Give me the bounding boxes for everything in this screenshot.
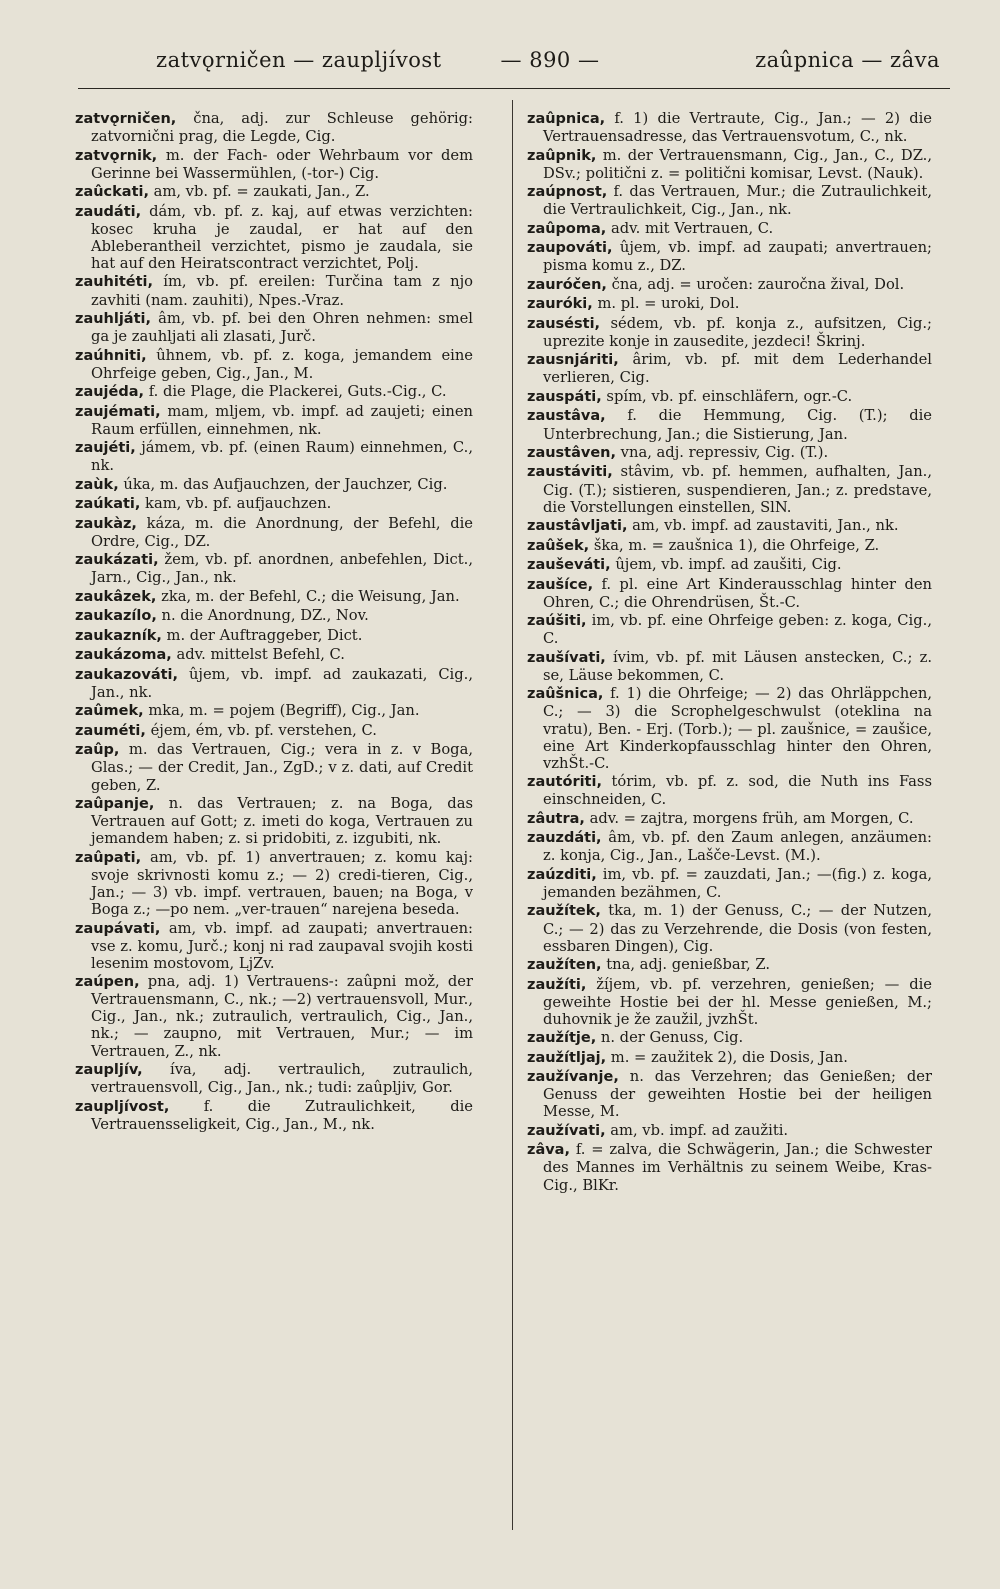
- entry-definition: spím, vb. pf. einschläfern, ogr.-C.: [601, 387, 853, 405]
- entry-definition: m. = zaužitek 2), die Dosis, Jan.: [606, 1048, 848, 1066]
- dictionary-entry: [75, 347, 473, 382]
- dictionary-entry: [527, 649, 932, 684]
- entry-definition: f. pl. eine Art Kinderausschlag hinter den Ohren, C.; die Ohrendrüsen, Št.-C.: [543, 575, 932, 611]
- dictionary-entry: [527, 388, 932, 406]
- entry-headword: zatvǫrničen,: [75, 111, 177, 127]
- page-number: — 890 —: [500, 48, 600, 72]
- dictionary-entry: [527, 1049, 932, 1067]
- entry-headword: zaužíten,: [527, 957, 602, 974]
- dictionary-entry: [527, 773, 932, 808]
- entry-definition: n. das Verzehren; das Genießen; der Genuss der geweihten Hostie bei der heiligen Messe, M.: [543, 1068, 932, 1121]
- entry-definition: am, vb. pf. = zaukati, Jan., Z.: [148, 183, 370, 201]
- entry-headword: zaúzditi,: [527, 866, 597, 883]
- entry-headword: zatvǫrnik,: [75, 147, 158, 164]
- dictionary-entry: [527, 537, 932, 555]
- entry-headword: zaustâva,: [527, 408, 606, 425]
- entry-headword: zaustáviti,: [527, 464, 613, 481]
- entry-headword: zaûšek,: [527, 537, 590, 554]
- dictionary-entry: [75, 795, 473, 847]
- entry-headword: zaùk,: [75, 476, 119, 493]
- entry-definition: dám, vb. pf. z. kaj, auf etwas verzichten: kosec kruha je zaudal, er hat auf den Ableberantheil verzichtet, pismo je zaudala, sie hat auf den Heiratscontract verzichtet, Polj.: [91, 202, 473, 272]
- entry-headword: zaužívanje,: [527, 1069, 619, 1086]
- dictionary-entry: [527, 556, 932, 574]
- entry-definition: am, vb. impf. ad zaupati; anvertrauen: vse z. komu, Jurč.; konj ni rad zaupaval svojih kosti lesenim mostovom, LjZv.: [91, 919, 473, 972]
- entry-headword: zautóriti,: [527, 774, 602, 791]
- right-column: [527, 110, 932, 1550]
- dictionary-entry: [527, 239, 932, 274]
- entry-definition: f. die Plage, die Plackerei, Guts.-Cig., C.: [144, 383, 447, 401]
- entry-definition: vna, adj. repressiv, Cig. (T.).: [616, 443, 829, 461]
- entry-definition: n. die Anordnung, DZ., Nov.: [156, 607, 369, 625]
- dictionary-entry: [527, 1068, 932, 1120]
- dictionary-entry: [75, 495, 473, 513]
- entry-definition: m. der Auftraggeber, Dict.: [161, 626, 363, 644]
- entry-definition: adv. mit Vertrauen, C.: [606, 219, 774, 237]
- dictionary-entry: [527, 685, 932, 771]
- entry-definition: éjem, ém, vb. pf. verstehen, C.: [145, 721, 377, 739]
- entry-definition: úka, m. das Aufjauchzen, der Jauchzer, Cig.: [118, 475, 448, 493]
- entry-headword: zaúhniti,: [75, 347, 147, 364]
- entry-headword: zauhljáti,: [75, 310, 152, 327]
- entry-definition: âm, vb. pf. bei den Ohren nehmen: smel ga je zauhljati ali zlasati, Jurč.: [91, 309, 473, 346]
- header-left-guide-words: zatvǫrničen — zaupljívost: [156, 48, 442, 72]
- entry-definition: im, vb. pf. eine Ohrfeige geben: z. koga, Cig., C.: [543, 612, 932, 648]
- entry-headword: zausésti,: [527, 315, 601, 332]
- entry-definition: káza, m. die Anordnung, der Befehl, die Ordre, Cig., DZ.: [91, 514, 473, 550]
- entry-definition: ím, vb. pf. ereilen: Turčina tam z njo zavhiti (nam. zauhiti), Npes.-Vraz.: [91, 273, 473, 309]
- entry-headword: zaudáti,: [75, 203, 142, 220]
- dictionary-entry: [75, 973, 473, 1059]
- entry-definition: stâvim, vb. pf. hemmen, aufhalten, Jan., Cig. (T.); sistieren, suspendieren, Jan.; z. predstave, die Vorstellungen einstellen, SlN.: [543, 463, 932, 516]
- entry-headword: zaukazílo,: [75, 608, 157, 625]
- dictionary-entry: [527, 295, 932, 313]
- entry-headword: zaužíti,: [527, 976, 587, 993]
- dictionary-entry: [75, 403, 473, 438]
- entry-headword: zaujéda,: [75, 384, 145, 401]
- dictionary-entry: [527, 866, 932, 901]
- entry-headword: zaustâven,: [527, 444, 617, 461]
- dictionary-entry: [75, 920, 473, 972]
- entry-headword: zauróčen,: [527, 276, 607, 293]
- entry-definition: tórim, vb. pf. z. sod, die Nuth ins Fass einschneiden, C.: [543, 773, 932, 809]
- entry-definition: žíjem, vb. pf. verzehren, genießen; — die geweihte Hostie bei der hl. Messe genießen, M.; duhovnik je že zaužil, jvzhŠt.: [543, 975, 932, 1028]
- dictionary-entry: [527, 276, 932, 294]
- header-right-guide-words: zaûpnica — zâva: [755, 48, 940, 72]
- dictionary-entry: [75, 551, 473, 586]
- entry-headword: zaustâvljati,: [527, 518, 628, 535]
- entry-headword: zaûp,: [75, 742, 120, 759]
- entry-definition: íva, adj. vertraulich, zutraulich, vertrauensvoll, Cig., Jan., nk.; tudi: zaûpljiv, Gor.: [91, 1061, 473, 1097]
- dictionary-entry: [527, 463, 932, 515]
- entry-definition: f. 1) die Ohrfeige; — 2) das Ohrläppchen, C.; — 3) die Scrophelgeschwulst (oteklina na vratu), Ben. - Erj. (Torb.); — pl. zaušnice, = zaušice, eine Art Kinderkopfausschlag hinter den Ohren, vzhŠt.-C.: [543, 685, 932, 772]
- dictionary-entry: [75, 515, 473, 550]
- entry-definition: f. die Hemmung, Cig. (T.); die Unterbrechung, Jan.; die Sistierung, Jan.: [543, 407, 932, 443]
- entry-headword: zausnjáriti,: [527, 352, 619, 369]
- entry-definition: mam, mljem, vb. impf. ad zaujeti; einen Raum erfüllen, einnehmen, nk.: [91, 402, 473, 438]
- entry-headword: zaukazováti,: [75, 666, 179, 683]
- entry-headword: zauspáti,: [527, 388, 602, 405]
- dictionary-entry: [527, 1029, 932, 1047]
- entry-definition: jámem, vb. pf. (einen Raum) einnehmen, C., nk.: [91, 439, 473, 475]
- entry-definition: am, vb. pf. 1) anvertrauen; z. komu kaj: svoje skrivnosti komu z.; — 2) credi-tieren, Cig., Jan.; — 3) vb. impf. vertrauen, bauen; na Boga, v Boga z.; —po nem. „ver-trauen“ narejena beseda.: [91, 848, 473, 919]
- column-divider: [512, 100, 513, 1530]
- entry-headword: zaujémati,: [75, 403, 161, 420]
- entry-headword: zaúšiti,: [527, 613, 587, 630]
- dictionary-entry: [75, 741, 473, 793]
- dictionary-entry: [527, 612, 932, 647]
- entry-definition: m. der Vertrauensmann, Cig., Jan., C., DZ., DSv.; politični z. = politični komisar, Levst. (Nauk).: [543, 146, 932, 182]
- dictionary-entry: [527, 902, 932, 954]
- dictionary-entry: [75, 849, 473, 918]
- entry-definition: ška, m. = zaušnica 1), die Ohrfeige, Z.: [589, 536, 880, 554]
- entry-definition: f. = zalva, die Schwägerin, Jan.; die Schwester des Mannes im Verhältnis zu seinem Weibe, Kras-Cig., BlKr.: [543, 1141, 932, 1194]
- dictionary-entry: [527, 976, 932, 1028]
- entry-headword: zaûckati,: [75, 184, 149, 201]
- entry-headword: zaûpnik,: [527, 147, 597, 164]
- dictionary-entry: [75, 476, 473, 494]
- entry-definition: žem, vb. pf. anordnen, anbefehlen, Dict., Jarn., Cig., Jan., nk.: [91, 551, 473, 587]
- dictionary-entry: [75, 110, 473, 145]
- entry-definition: m. der Fach- oder Wehrbaum vor dem Gerinne bei Wassermühlen, (-tor-) Cig.: [91, 146, 473, 182]
- entry-headword: zauméti,: [75, 722, 146, 739]
- dictionary-entry: [75, 273, 473, 308]
- entry-definition: adv. = zajtra, morgens früh, am Morgen, C.: [584, 809, 914, 827]
- entry-headword: zaûpanje,: [75, 796, 155, 813]
- dictionary-entry: [527, 829, 932, 864]
- entry-headword: zaukazník,: [75, 627, 162, 644]
- dictionary-entry: [75, 1098, 473, 1133]
- dictionary-entry: [75, 646, 473, 664]
- entry-definition: am, vb. impf. ad zaustaviti, Jan., nk.: [627, 517, 899, 535]
- entry-definition: mka, m. = pojem (Begriff), Cig., Jan.: [143, 702, 420, 720]
- entry-headword: zaûpoma,: [527, 220, 607, 237]
- entry-headword: zaukâzek,: [75, 588, 157, 605]
- dictionary-entry: [527, 956, 932, 974]
- entry-definition: n. der Genuss, Cig.: [596, 1029, 744, 1047]
- dictionary-entry: [75, 203, 473, 272]
- dictionary-entry: [527, 110, 932, 145]
- entry-headword: zaujéti,: [75, 440, 136, 457]
- dictionary-entry: [75, 310, 473, 345]
- entry-headword: zaukázati,: [75, 552, 159, 569]
- entry-definition: f. das Vertrauen, Mur.; die Zutraulichkeit, die Vertraulichkeit, Cig., Jan., nk.: [543, 183, 932, 219]
- dictionary-entry: [527, 183, 932, 218]
- entry-definition: ûjem, vb. impf. ad zaušiti, Cig.: [610, 556, 842, 574]
- dictionary-entry: [75, 607, 473, 625]
- dictionary-entry: [75, 383, 473, 401]
- entry-headword: zauhitéti,: [75, 274, 154, 291]
- dictionary-entry: [75, 439, 473, 474]
- entry-headword: zauróki,: [527, 296, 593, 313]
- dictionary-entry: [75, 702, 473, 720]
- dictionary-entry: [527, 810, 932, 828]
- entry-definition: pna, adj. 1) Vertrauens-: zaûpni mož, der Vertrauensmann, C., nk.; —2) vertrauensvoll, Mur., Cig., Jan., nk.; zutraulich, vertraulich, Cig., Jan., nk.; — zaupno, mit Vertrauen, Mur.; — im Vertrauen, Z., nk.: [91, 973, 473, 1060]
- entry-headword: zaúpen,: [75, 974, 140, 991]
- entry-definition: f. 1) die Vertraute, Cig., Jan.; — 2) die Vertrauensadresse, das Vertrauensvotum, C., nk.: [543, 110, 932, 146]
- entry-definition: ûjem, vb. impf. ad zaukazati, Cig., Jan., nk.: [91, 665, 473, 701]
- dictionary-entry: [527, 351, 932, 386]
- entry-definition: am, vb. impf. ad zaužiti.: [605, 1121, 789, 1139]
- entry-headword: zaužítljaj,: [527, 1049, 607, 1066]
- entry-definition: ûhnem, vb. pf. z. koga, jemandem eine Ohrfeige geben, Cig., Jan., M.: [91, 346, 473, 382]
- left-column: [75, 110, 473, 1550]
- entry-headword: zaušíce,: [527, 576, 594, 593]
- entry-headword: zaûmek,: [75, 703, 144, 720]
- entry-headword: zaúkati,: [75, 496, 141, 513]
- entry-headword: zaukàz,: [75, 515, 137, 532]
- entry-definition: im, vb. pf. = zauzdati, Jan.; —(fig.) z. koga, jemanden bezähmen, C.: [543, 865, 932, 901]
- dictionary-entry: [75, 722, 473, 740]
- entry-definition: tka, m. 1) der Genuss, C.; — der Nutzen, C.; — 2) das zu Verzehrende, die Dosis (von festen, essbaren Dingen), Cig.: [543, 902, 932, 955]
- entry-definition: f. die Zutraulichkeit, die Vertrauensseligkeit, Cig., Jan., M., nk.: [91, 1097, 473, 1133]
- dictionary-entry: [527, 315, 932, 350]
- entry-headword: zauzdáti,: [527, 830, 602, 847]
- dictionary-entry: [527, 147, 932, 182]
- entry-headword: zaušívati,: [527, 649, 606, 666]
- dictionary-entry: [75, 183, 473, 201]
- header-rule: [78, 88, 950, 89]
- dictionary-entry: [75, 588, 473, 606]
- dictionary-entry: [75, 147, 473, 182]
- entry-definition: sédem, vb. pf. konja z., aufsitzen, Cig.; uprezite konje in zausedite, jezdeci! Škrinj.: [543, 314, 932, 350]
- entry-definition: m. das Vertrauen, Cig.; vera in z. v Boga, Glas.; — der Credit, Jan., ZgD.; v z. dati, auf Credit geben, Z.: [91, 741, 473, 794]
- dictionary-entry: [527, 576, 932, 611]
- entry-definition: adv. mittelst Befehl, C.: [171, 646, 345, 664]
- entry-definition: čna, adj. zur Schleuse gehörig: zatvornični prag, die Legde, Cig.: [91, 110, 473, 146]
- entry-headword: zauševáti,: [527, 557, 611, 574]
- entry-headword: zaupávati,: [75, 920, 161, 937]
- entry-headword: zaupljívost,: [75, 1098, 170, 1115]
- dictionary-entry: [75, 666, 473, 701]
- entry-definition: zka, m. der Befehl, C.; die Weisung, Jan.: [156, 587, 460, 605]
- entry-headword: zaúpnost,: [527, 184, 608, 201]
- running-header: [78, 44, 940, 80]
- entry-definition: ûjem, vb. impf. ad zaupati; anvertrauen; pisma komu z., DZ.: [543, 239, 932, 275]
- dictionary-entry: [527, 517, 932, 535]
- dictionary-entry: [527, 1122, 932, 1140]
- dictionary-entry: [75, 627, 473, 645]
- entry-headword: zaûpati,: [75, 849, 142, 866]
- entry-definition: ârim, vb. pf. mit dem Lederhandel verlieren, Cig.: [543, 351, 932, 387]
- entry-definition: ívim, vb. pf. mit Läusen anstecken, C.; z. se, Läuse bekommen, C.: [543, 648, 932, 684]
- entry-headword: zaûšnica,: [527, 686, 604, 703]
- dictionary-entry: [75, 1061, 473, 1096]
- entry-headword: zaužítek,: [527, 903, 601, 920]
- dictionary-entry: [527, 220, 932, 238]
- dictionary-entry: [527, 1141, 932, 1193]
- entry-definition: âm, vb. pf. den Zaum anlegen, anzäumen: z. konja, Cig., Jan., Lašče-Levst. (M.).: [543, 829, 932, 865]
- entry-headword: zaûpnica,: [527, 111, 606, 127]
- entry-headword: zâva,: [527, 1142, 570, 1159]
- entry-definition: n. das Vertrauen; z. na Boga, das Vertrauen auf Gott; z. imeti do koga, Vertrauen zu jemandem haben; z. si pridobiti, z. izgubiti, nk.: [91, 795, 473, 848]
- entry-headword: zaupljív,: [75, 1062, 143, 1079]
- entry-headword: zaužívati,: [527, 1122, 606, 1139]
- entry-definition: čna, adj. = uročen: zauročna žival, Dol.: [606, 275, 905, 293]
- entry-definition: tna, adj. genießbar, Z.: [601, 956, 771, 974]
- dictionary-entry: [527, 444, 932, 462]
- entry-definition: kam, vb. pf. aufjauchzen.: [140, 495, 332, 513]
- entry-headword: zaukázoma,: [75, 647, 172, 664]
- entry-definition: m. pl. = uroki, Dol.: [592, 295, 740, 313]
- entry-headword: zâutra,: [527, 810, 585, 827]
- entry-headword: zaupováti,: [527, 240, 613, 257]
- dictionary-entry: [527, 407, 932, 442]
- entry-headword: zaužítje,: [527, 1030, 597, 1047]
